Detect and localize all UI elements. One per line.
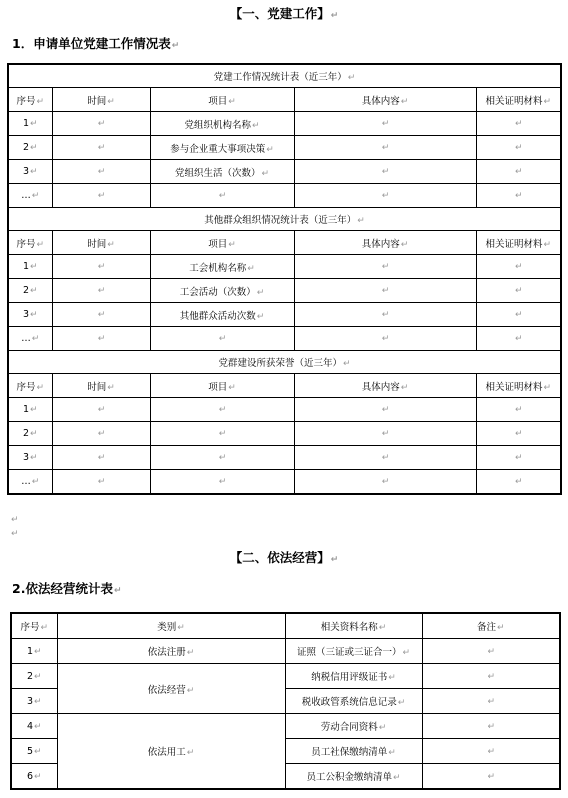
time-cell: [52, 398, 150, 422]
section2-heading: [0, 548, 568, 566]
doc-cell: [285, 714, 422, 739]
proof-cell: [476, 470, 561, 495]
header-cell: [52, 88, 150, 112]
row-no: 4: [26, 720, 33, 732]
row-no: 2: [22, 285, 29, 296]
row-no: 1: [26, 645, 33, 657]
item-cell: [150, 160, 294, 184]
row-item: 工会机构名称: [189, 262, 247, 274]
table-row: [11, 714, 560, 739]
header-content: 具体内容: [361, 238, 400, 250]
paragraph-mark-icon: [543, 383, 551, 393]
paragraph-mark-icon: [30, 119, 38, 129]
paragraph-mark-icon: [98, 310, 106, 320]
row-no: 3: [22, 452, 29, 463]
row-doc: 劳动合同资料: [320, 722, 378, 733]
table-caption-row: [8, 208, 561, 231]
header-no: 序号: [20, 622, 40, 633]
paragraph-mark-icon: [487, 772, 495, 782]
paragraph-mark-icon: [34, 672, 42, 682]
table-row: [8, 160, 561, 184]
paragraph-mark-icon: [382, 453, 390, 463]
header-item: 项目: [208, 95, 228, 107]
time-cell: [52, 327, 150, 351]
time-cell: [52, 422, 150, 446]
paragraph-mark-icon: [497, 623, 505, 633]
paragraph-mark-icon: [98, 286, 106, 296]
row-no: …: [21, 333, 31, 344]
row-item: 党组织机构名称: [184, 119, 251, 131]
doc-cell: [285, 739, 422, 764]
proof-cell: [476, 184, 561, 208]
row-doc: 员工社保缴纳清单: [311, 747, 388, 758]
time-cell: [52, 255, 150, 279]
paragraph-mark-icon: [34, 722, 42, 732]
time-cell: [52, 279, 150, 303]
time-cell: [52, 303, 150, 327]
header-cell: [294, 88, 476, 112]
paragraph-mark-icon: [515, 310, 523, 320]
row-no: 3: [22, 166, 29, 177]
paragraph-mark-icon: [515, 286, 523, 296]
paragraph-mark-icon: [382, 143, 390, 153]
row-no: 1: [22, 261, 29, 272]
row-no-cell: [11, 714, 57, 739]
paragraph-mark-icon: [515, 405, 523, 415]
header-cell: [294, 231, 476, 255]
proof-cell: [476, 303, 561, 327]
paragraph-mark-icon: [257, 312, 265, 322]
paragraph-mark-icon: [382, 477, 390, 487]
paragraph-mark-icon: [515, 143, 523, 153]
row-no: 3: [22, 309, 29, 320]
table-row: [8, 136, 561, 160]
item-cell: [150, 303, 294, 327]
table-header-row: [8, 231, 561, 255]
section1-heading-text: 【一、党建工作】: [229, 6, 330, 21]
header-remark: 备注: [476, 622, 496, 633]
proof-cell: [476, 136, 561, 160]
paragraph-mark-icon: [402, 648, 410, 658]
proof-cell: [476, 255, 561, 279]
header-no: 序号: [16, 238, 36, 250]
item-cell: [150, 279, 294, 303]
section1-subheading-text: 1．申请单位党建工作情况表: [12, 36, 171, 51]
paragraph-mark-icon: [382, 334, 390, 344]
paragraph-mark-icon: [401, 97, 409, 107]
header-cell: [52, 231, 150, 255]
item-cell: [150, 112, 294, 136]
header-cell: [150, 88, 294, 112]
content-cell: [294, 398, 476, 422]
paragraph-mark-icon: [98, 191, 106, 201]
row-no-cell: [8, 446, 52, 470]
header-cell: [8, 231, 52, 255]
paragraph-mark-icon: [98, 429, 106, 439]
row-item: 党组织生活（次数）: [174, 167, 261, 179]
paragraph-mark-icon: [252, 121, 260, 131]
paragraph-mark-icon: [261, 169, 269, 179]
proof-cell: [476, 112, 561, 136]
paragraph-mark-icon: [11, 529, 19, 539]
content-cell: [294, 255, 476, 279]
remark-cell: [422, 689, 560, 714]
paragraph-mark-icon: [515, 477, 523, 487]
paragraph-mark-icon: [114, 586, 122, 596]
table-row: [8, 470, 561, 495]
table-row: [8, 303, 561, 327]
remark-cell: [422, 639, 560, 664]
paragraph-mark-icon: [379, 623, 387, 633]
header-cell: [150, 231, 294, 255]
table-header-row: [8, 88, 561, 112]
table-row: [8, 422, 561, 446]
row-no: 2: [22, 142, 29, 153]
paragraph-mark-icon: [98, 477, 106, 487]
proof-cell: [476, 279, 561, 303]
row-no: 6: [26, 770, 33, 782]
doc-cell: [285, 764, 422, 790]
row-item: 工会活动（次数）: [179, 286, 256, 298]
paragraph-mark-icon: [382, 310, 390, 320]
time-cell: [52, 136, 150, 160]
row-doc: 员工公积金缴纳清单: [306, 772, 392, 783]
row-item: 其他群众活动次数: [179, 310, 256, 322]
header-cell: [422, 613, 560, 639]
row-no: 1: [22, 404, 29, 415]
header-content: 具体内容: [361, 381, 400, 393]
table-row: [8, 112, 561, 136]
paragraph-mark-icon: [36, 383, 44, 393]
category-cell: [57, 664, 285, 714]
row-category: 依法用工: [147, 747, 186, 758]
row-no: 1: [22, 118, 29, 129]
paragraph-mark-icon: [515, 429, 523, 439]
lawful-operation-table: [10, 612, 561, 790]
row-no-cell: [8, 422, 52, 446]
paragraph-mark-icon: [107, 383, 115, 393]
header-cell: [476, 88, 561, 112]
paragraph-mark-icon: [515, 191, 523, 201]
section1-heading: [0, 4, 568, 22]
row-no: 2: [22, 428, 29, 439]
header-content: 具体内容: [361, 95, 400, 107]
paragraph-mark-icon: [388, 673, 396, 683]
paragraph-mark-icon: [98, 334, 106, 344]
paragraph-mark-icon: [107, 97, 115, 107]
paragraph-mark-icon: [219, 477, 227, 487]
paragraph-mark-icon: [219, 453, 227, 463]
row-no-cell: [8, 136, 52, 160]
paragraph-mark-icon: [398, 698, 406, 708]
content-cell: [294, 327, 476, 351]
time-cell: [52, 446, 150, 470]
section2-subheading: [12, 579, 122, 597]
table-row: [8, 398, 561, 422]
header-cell: [8, 88, 52, 112]
paragraph-mark-icon: [36, 240, 44, 250]
proof-cell: [476, 160, 561, 184]
row-no-cell: [11, 689, 57, 714]
item-cell: [150, 184, 294, 208]
paragraph-mark-icon: [331, 11, 339, 21]
doc-cell: [285, 664, 422, 689]
doc-cell: [285, 689, 422, 714]
paragraph-mark-icon: [487, 697, 495, 707]
remark-cell: [422, 714, 560, 739]
paragraph-mark-icon: [515, 334, 523, 344]
item-cell: [150, 255, 294, 279]
paragraph-mark-icon: [247, 264, 255, 274]
proof-cell: [476, 398, 561, 422]
section2-heading-text: 【二、依法经营】: [229, 550, 330, 565]
paragraph-mark-icon: [36, 97, 44, 107]
row-no-cell: [11, 639, 57, 664]
table-header-row: [11, 613, 560, 639]
paragraph-mark-icon: [187, 648, 195, 658]
table-caption-row: [8, 64, 561, 88]
paragraph-mark-icon: [98, 167, 106, 177]
row-no-cell: [8, 470, 52, 495]
row-no-cell: [8, 327, 52, 351]
time-cell: [52, 160, 150, 184]
paragraph-mark-icon: [98, 262, 106, 272]
content-cell: [294, 160, 476, 184]
header-time: 时间: [87, 238, 107, 250]
paragraph-mark-icon: [382, 167, 390, 177]
remark-cell: [422, 664, 560, 689]
paragraph-mark-icon: [98, 453, 106, 463]
header-cell: [8, 374, 52, 398]
paragraph-mark-icon: [331, 555, 339, 565]
table-row: [8, 327, 561, 351]
paragraph-mark-icon: [382, 119, 390, 129]
proof-cell: [476, 422, 561, 446]
header-cell: [285, 613, 422, 639]
row-doc: 纳税信用评级证书: [311, 672, 388, 683]
table-row: [8, 279, 561, 303]
header-cell: [150, 374, 294, 398]
table-row: [8, 184, 561, 208]
paragraph-mark-icon: [177, 623, 185, 633]
paragraph-mark-icon: [266, 145, 274, 155]
row-category: 依法注册: [147, 647, 186, 658]
paragraph-mark-icon: [487, 672, 495, 682]
header-time: 时间: [87, 381, 107, 393]
content-cell: [294, 279, 476, 303]
row-no: …: [21, 190, 31, 201]
paragraph-mark-icon: [257, 288, 265, 298]
paragraph-mark-icon: [219, 429, 227, 439]
content-cell: [294, 303, 476, 327]
paragraph-mark-icon: [515, 119, 523, 129]
paragraph-mark-icon: [30, 167, 38, 177]
time-cell: [52, 470, 150, 495]
table-caption-row: [8, 351, 561, 374]
row-no: 2: [26, 670, 33, 682]
paragraph-mark-icon: [34, 697, 42, 707]
header-no: 序号: [16, 381, 36, 393]
row-doc: 税收政管系统信息记录: [301, 697, 397, 708]
paragraph-mark-icon: [515, 262, 523, 272]
time-cell: [52, 184, 150, 208]
paragraph-mark-icon: [382, 191, 390, 201]
proof-cell: [476, 327, 561, 351]
header-cell: [52, 374, 150, 398]
time-cell: [52, 112, 150, 136]
table-caption: [8, 351, 561, 374]
header-item: 项目: [208, 381, 228, 393]
paragraph-mark-icon: [348, 73, 356, 83]
content-cell: [294, 470, 476, 495]
content-cell: [294, 136, 476, 160]
caption-text: 党建工作情况统计表（近三年）: [213, 72, 347, 83]
remark-cell: [422, 764, 560, 790]
category-cell: [57, 714, 285, 790]
paragraph-mark-icon: [401, 240, 409, 250]
header-cell: [294, 374, 476, 398]
paragraph-mark-icon: [30, 286, 38, 296]
table-caption: [8, 64, 561, 88]
row-no-cell: [8, 112, 52, 136]
row-no-cell: [8, 184, 52, 208]
header-time: 时间: [87, 95, 107, 107]
paragraph-mark-icon: [219, 334, 227, 344]
paragraph-mark-icon: [382, 286, 390, 296]
paragraph-mark-icon: [187, 748, 195, 758]
paragraph-mark-icon: [30, 405, 38, 415]
paragraph-mark-icon: [487, 647, 495, 657]
paragraph-mark-icon: [34, 772, 42, 782]
header-item: 项目: [208, 238, 228, 250]
paragraph-mark-icon: [98, 143, 106, 153]
paragraph-mark-icon: [357, 216, 365, 226]
paragraph-mark-icon: [382, 262, 390, 272]
table-row: [11, 664, 560, 689]
row-no: …: [21, 476, 31, 487]
table-header-row: [8, 374, 561, 398]
item-cell: [150, 136, 294, 160]
paragraph-mark-icon: [219, 191, 227, 201]
paragraph-mark-icon: [34, 747, 42, 757]
header-proof: 相关证明材料: [485, 381, 543, 393]
paragraph-mark-icon: [228, 97, 236, 107]
paragraph-mark-icon: [487, 722, 495, 732]
row-no-cell: [8, 303, 52, 327]
item-cell: [150, 446, 294, 470]
paragraph-mark-icon: [30, 310, 38, 320]
paragraph-mark-icon: [32, 334, 40, 344]
content-cell: [294, 446, 476, 470]
row-category: 依法经营: [147, 684, 186, 696]
header-no: 序号: [16, 95, 36, 107]
row-no-cell: [8, 255, 52, 279]
paragraph-mark-icon: [393, 773, 401, 783]
header-doc: 相关资料名称: [320, 622, 378, 633]
paragraph-mark-icon: [172, 41, 180, 51]
section1-subheading: [12, 34, 179, 52]
header-cell: [476, 231, 561, 255]
paragraph-mark-icon: [30, 143, 38, 153]
paragraph-mark-icon: [343, 359, 351, 369]
row-no-cell: [11, 664, 57, 689]
table-row: [11, 639, 560, 664]
paragraph-mark-icon: [30, 453, 38, 463]
paragraph-mark-icon: [30, 262, 38, 272]
category-cell: [57, 639, 285, 664]
paragraph-mark-icon: [487, 747, 495, 757]
row-no-cell: [8, 160, 52, 184]
paragraph-mark-icon: [401, 383, 409, 393]
paragraph-mark-icon: [228, 383, 236, 393]
row-no-cell: [11, 739, 57, 764]
row-no: 3: [26, 695, 33, 707]
table-caption: [8, 208, 561, 231]
paragraph-mark-icon: [32, 477, 40, 487]
item-cell: [150, 470, 294, 495]
paragraph-mark-icon: [515, 167, 523, 177]
empty-paragraph: [10, 521, 19, 540]
row-no: 5: [26, 745, 33, 757]
content-cell: [294, 112, 476, 136]
paragraph-mark-icon: [98, 405, 106, 415]
header-proof: 相关证明材料: [485, 238, 543, 250]
header-cell: [476, 374, 561, 398]
paragraph-mark-icon: [543, 240, 551, 250]
paragraph-mark-icon: [32, 191, 40, 201]
caption-text: 其他群众组织情况统计表（近三年）: [204, 215, 357, 226]
doc-cell: [285, 639, 422, 664]
paragraph-mark-icon: [382, 405, 390, 415]
paragraph-mark-icon: [543, 97, 551, 107]
section2-subheading-text: 2.依法经营统计表: [12, 581, 113, 596]
paragraph-mark-icon: [187, 686, 195, 696]
paragraph-mark-icon: [98, 119, 106, 129]
row-doc: 证照（三证或三证合一）: [296, 647, 402, 658]
paragraph-mark-icon: [107, 240, 115, 250]
paragraph-mark-icon: [382, 429, 390, 439]
table-row: [8, 255, 561, 279]
proof-cell: [476, 446, 561, 470]
header-proof: 相关证明材料: [485, 95, 543, 107]
item-cell: [150, 422, 294, 446]
paragraph-mark-icon: [40, 623, 48, 633]
paragraph-mark-icon: [219, 405, 227, 415]
paragraph-mark-icon: [228, 240, 236, 250]
paragraph-mark-icon: [34, 647, 42, 657]
item-cell: [150, 398, 294, 422]
header-cell: [11, 613, 57, 639]
row-item: 参与企业重大事项决策: [170, 143, 266, 155]
row-no-cell: [8, 398, 52, 422]
party-work-table: [7, 63, 562, 495]
item-cell: [150, 327, 294, 351]
caption-text: 党群建设所获荣誉（近三年）: [218, 358, 342, 369]
content-cell: [294, 184, 476, 208]
paragraph-mark-icon: [388, 748, 396, 758]
remark-cell: [422, 739, 560, 764]
content-cell: [294, 422, 476, 446]
paragraph-mark-icon: [30, 429, 38, 439]
table-row: [8, 446, 561, 470]
header-category: 类别: [157, 622, 177, 633]
header-cell: [57, 613, 285, 639]
paragraph-mark-icon: [379, 723, 387, 733]
row-no-cell: [8, 279, 52, 303]
row-no-cell: [11, 764, 57, 790]
paragraph-mark-icon: [515, 453, 523, 463]
